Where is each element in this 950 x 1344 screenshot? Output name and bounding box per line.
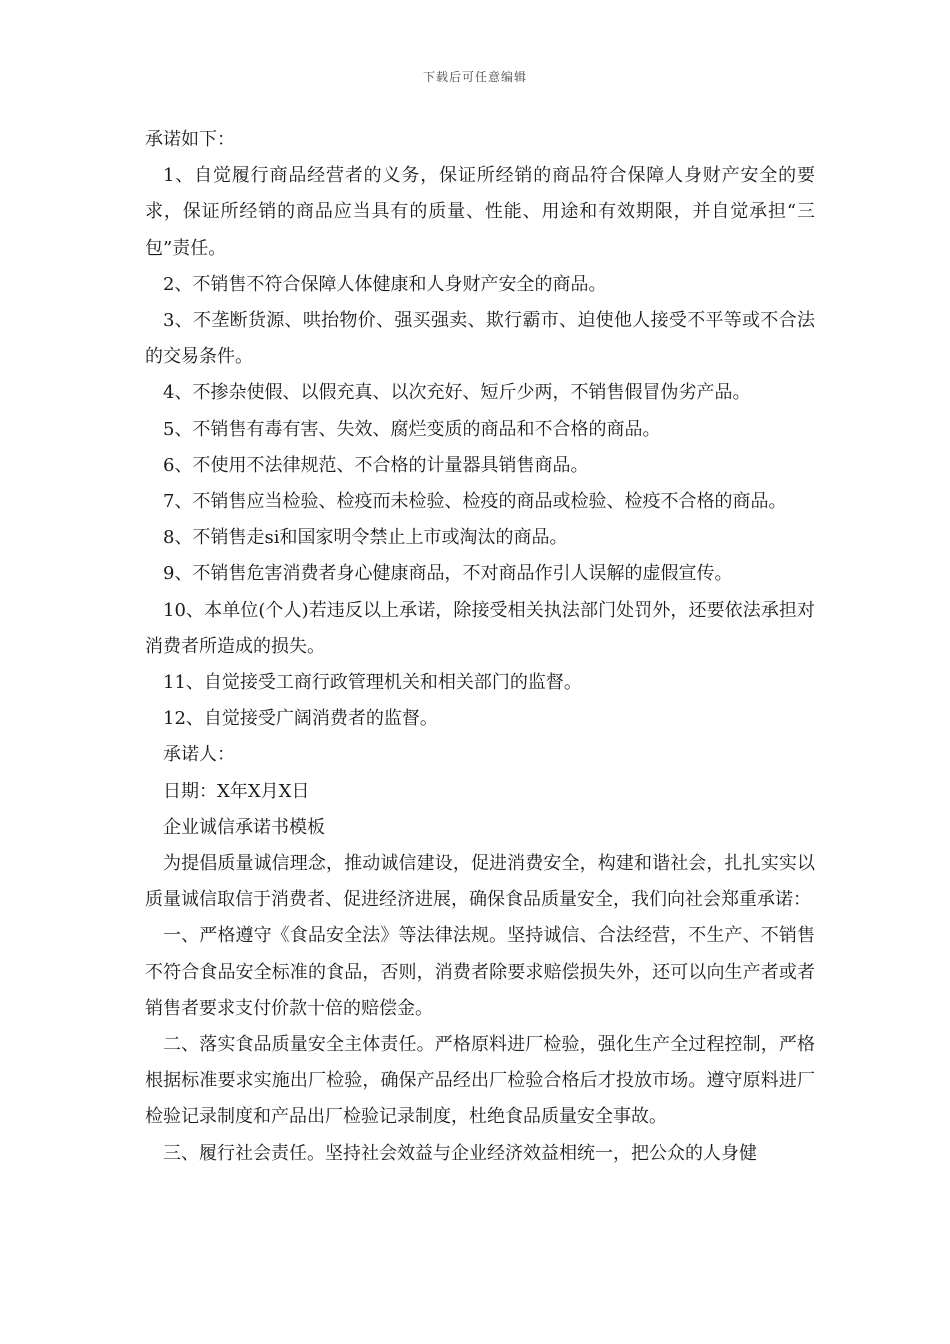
commitment-item-12: 12、自觉接受广阔消费者的监督。 (163, 708, 438, 730)
commitment-item-8: 8、不销售走si和国家明令禁止上市或淘汰的商品。 (163, 527, 568, 549)
signer-line: 承诺人： (163, 744, 235, 766)
paragraph-one: 一、严格遵守《食品安全法》等法律法规。坚持诚信、合法经营，不生产、不销售不符合食品安全标准的食品，否则，消费者除要求赔偿损失外，还可以向生产者或者销售者要求支付价款十倍的赔偿金。 (145, 925, 815, 1019)
paragraph-three: 三、履行社会责任。坚持社会效益与企业经济效益相统一，把公众的人身健 (163, 1142, 757, 1164)
paragraph-two: 二、落实食品质量安全主体责任。严格原料进厂检验，强化生产全过程控制，严格根据标准要求实施出厂检验，确保产品经出厂检验合格后才投放市场。遵守原料进厂检验记录制度和产品出厂检验记录制度，杜绝食品质量安全事故。 (145, 1034, 815, 1128)
header-note: 下载后可任意编辑 (422, 70, 527, 84)
paragraph-preamble: 为提倡质量诚信理念，推动诚信建设，促进消费安全，构建和谐社会，扎扎实实以质量诚信取信于消费者、促进经济进展，确保食品质量安全，我们向社会郑重承诺： (145, 853, 815, 911)
commitment-item-9: 9、不销售危害消费者身心健康商品，不对商品作引人误解的虚假宣传。 (163, 563, 733, 585)
commitment-item-1: 1、自觉履行商品经营者的义务，保证所经销的商品符合保障人身财产安全的要求，保证所经销的商品应当具有的质量、性能、用途和有效期限，并自觉承担“三包”责任。 (145, 165, 815, 259)
section-title: 企业诚信承诺书模板 (163, 816, 325, 838)
commitment-item-7: 7、不销售应当检验、检疫而未检验、检疫的商品或检验、检疫不合格的商品。 (163, 491, 787, 513)
commitment-item-2: 2、不销售不符合保障人体健康和人身财产安全的商品。 (163, 273, 607, 295)
commitment-item-6: 6、不使用不法律规范、不合格的计量器具销售商品。 (163, 454, 589, 476)
commitment-item-11: 11、自觉接受工商行政管理机关和相关部门的监督。 (163, 672, 582, 694)
intro-line: 承诺如下： (145, 129, 235, 150)
commitment-item-3: 3、不垄断货源、哄抬物价、强买强卖、欺行霸市、迫使他人接受不平等或不合法的交易条件。 (145, 310, 815, 368)
commitment-item-10: 10、本单位(个人)若违反以上承诺，除接受相关执法部门处罚外，还要依法承担对消费者所造成的损失。 (145, 599, 815, 657)
commitment-item-5: 5、不销售有毒有害、失效、腐烂变质的商品和不合格的商品。 (163, 418, 661, 440)
document-body (145, 122, 815, 1172)
commitment-item-4: 4、不掺杂使假、以假充真、以次充好、短斤少两，不销售假冒伪劣产品。 (163, 382, 751, 404)
date-line: 日期：X年X月X日 (163, 780, 310, 802)
